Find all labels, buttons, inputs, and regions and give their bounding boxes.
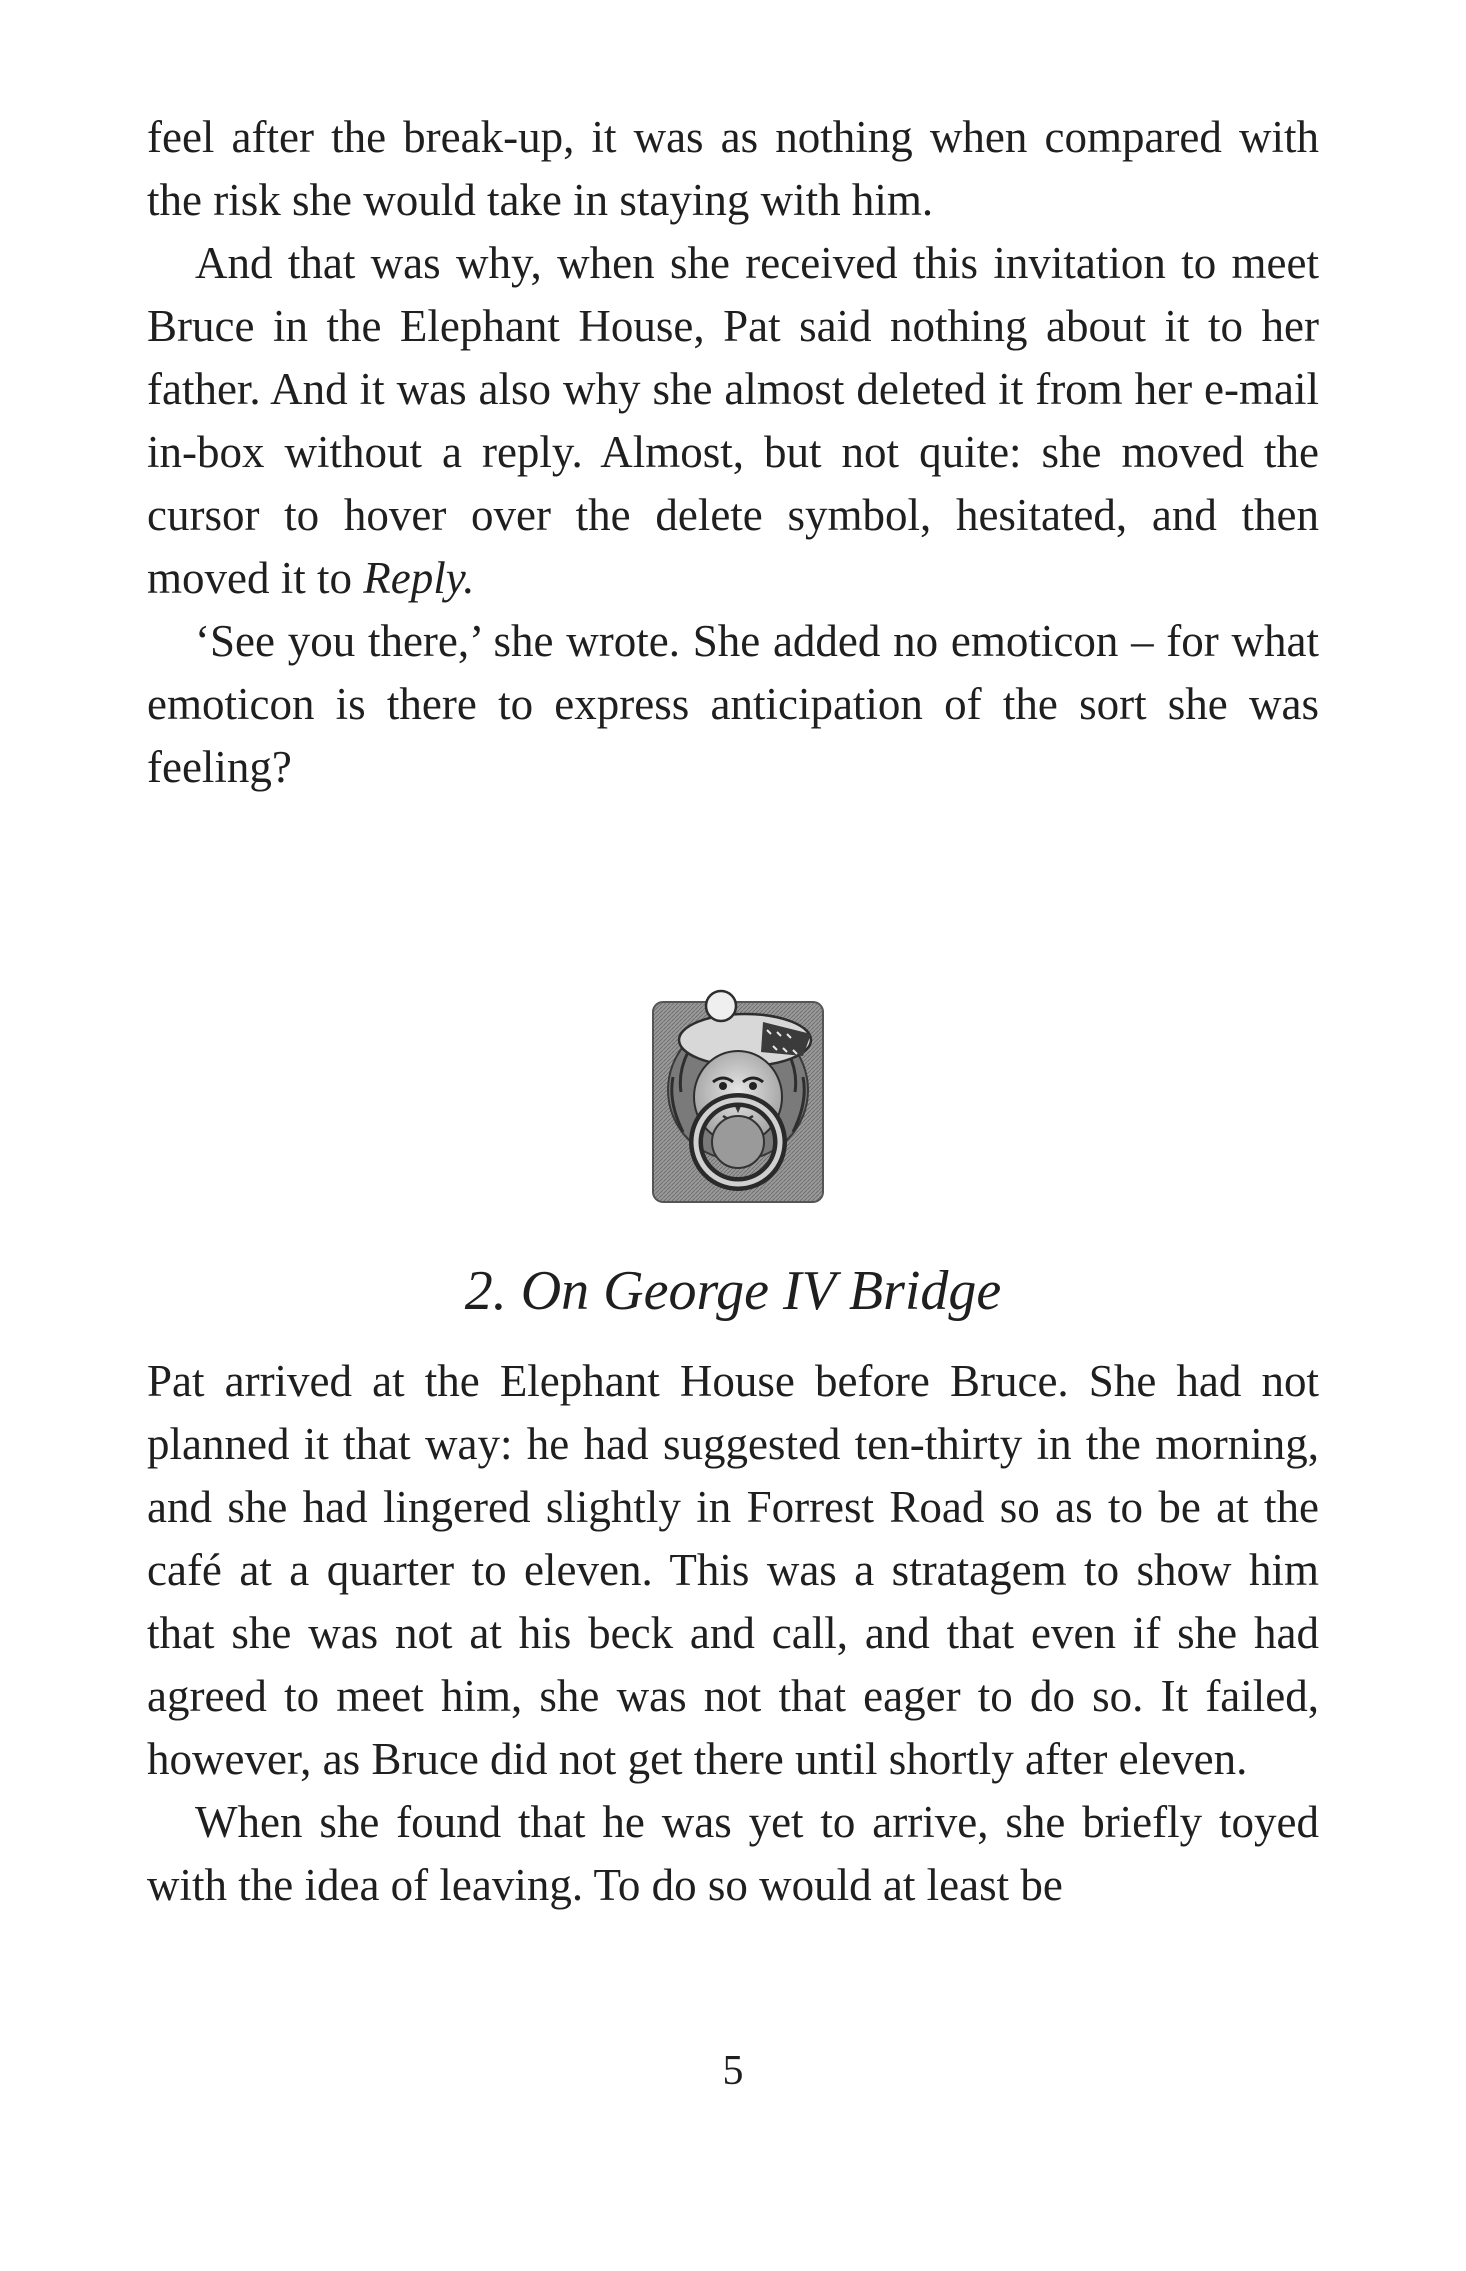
paragraph-invitation (147, 232, 1319, 610)
bottom-text-block (147, 1350, 1319, 1917)
lion-door-knocker-icon (643, 982, 833, 1208)
reply-emphasis: Reply. (363, 553, 475, 603)
paragraph-waiting: When she found that he was yet to arrive, she briefly toyed with the idea of leaving. To do so would at least be (147, 1797, 1319, 1910)
paragraph-reply: ‘See you there,’ she wrote. She added no emoticon – for what emoticon is there to express anticipation of the sort she was feeling? (147, 616, 1319, 792)
paragraph-arrival: Pat arrived at the Elephant House before Bruce. She had not planned it that way: he had suggested ten-thirty in the morning, and she had lingered slightly in Forrest Road so as to be at the café at a quarter to eleven. This was a stratagem to show him that she was not at his beck and call, and that even if she had agreed to meet him, she was not that eager to do so. It failed, however, as Bruce did not get there until shortly after eleven. (147, 1356, 1319, 1784)
page-number: 5 (722, 2048, 744, 2094)
chapter-title: 2. On George IV Bridge (464, 1260, 1002, 1322)
top-text-block (147, 106, 1319, 799)
paragraph-continued: feel after the break-up, it was as nothing when compared with the risk she would take in staying with him. (147, 112, 1319, 225)
paragraph-invitation-text: And that was why, when she received this invitation to meet Bruce in the Elephant House, Pat said nothing about it to her father. And it was also why she almost deleted it from her e-mail in-box without a reply. Almost, but not quite: she moved the cursor to hover over the delete symbol, hesitated, and then moved it to (147, 238, 1319, 603)
